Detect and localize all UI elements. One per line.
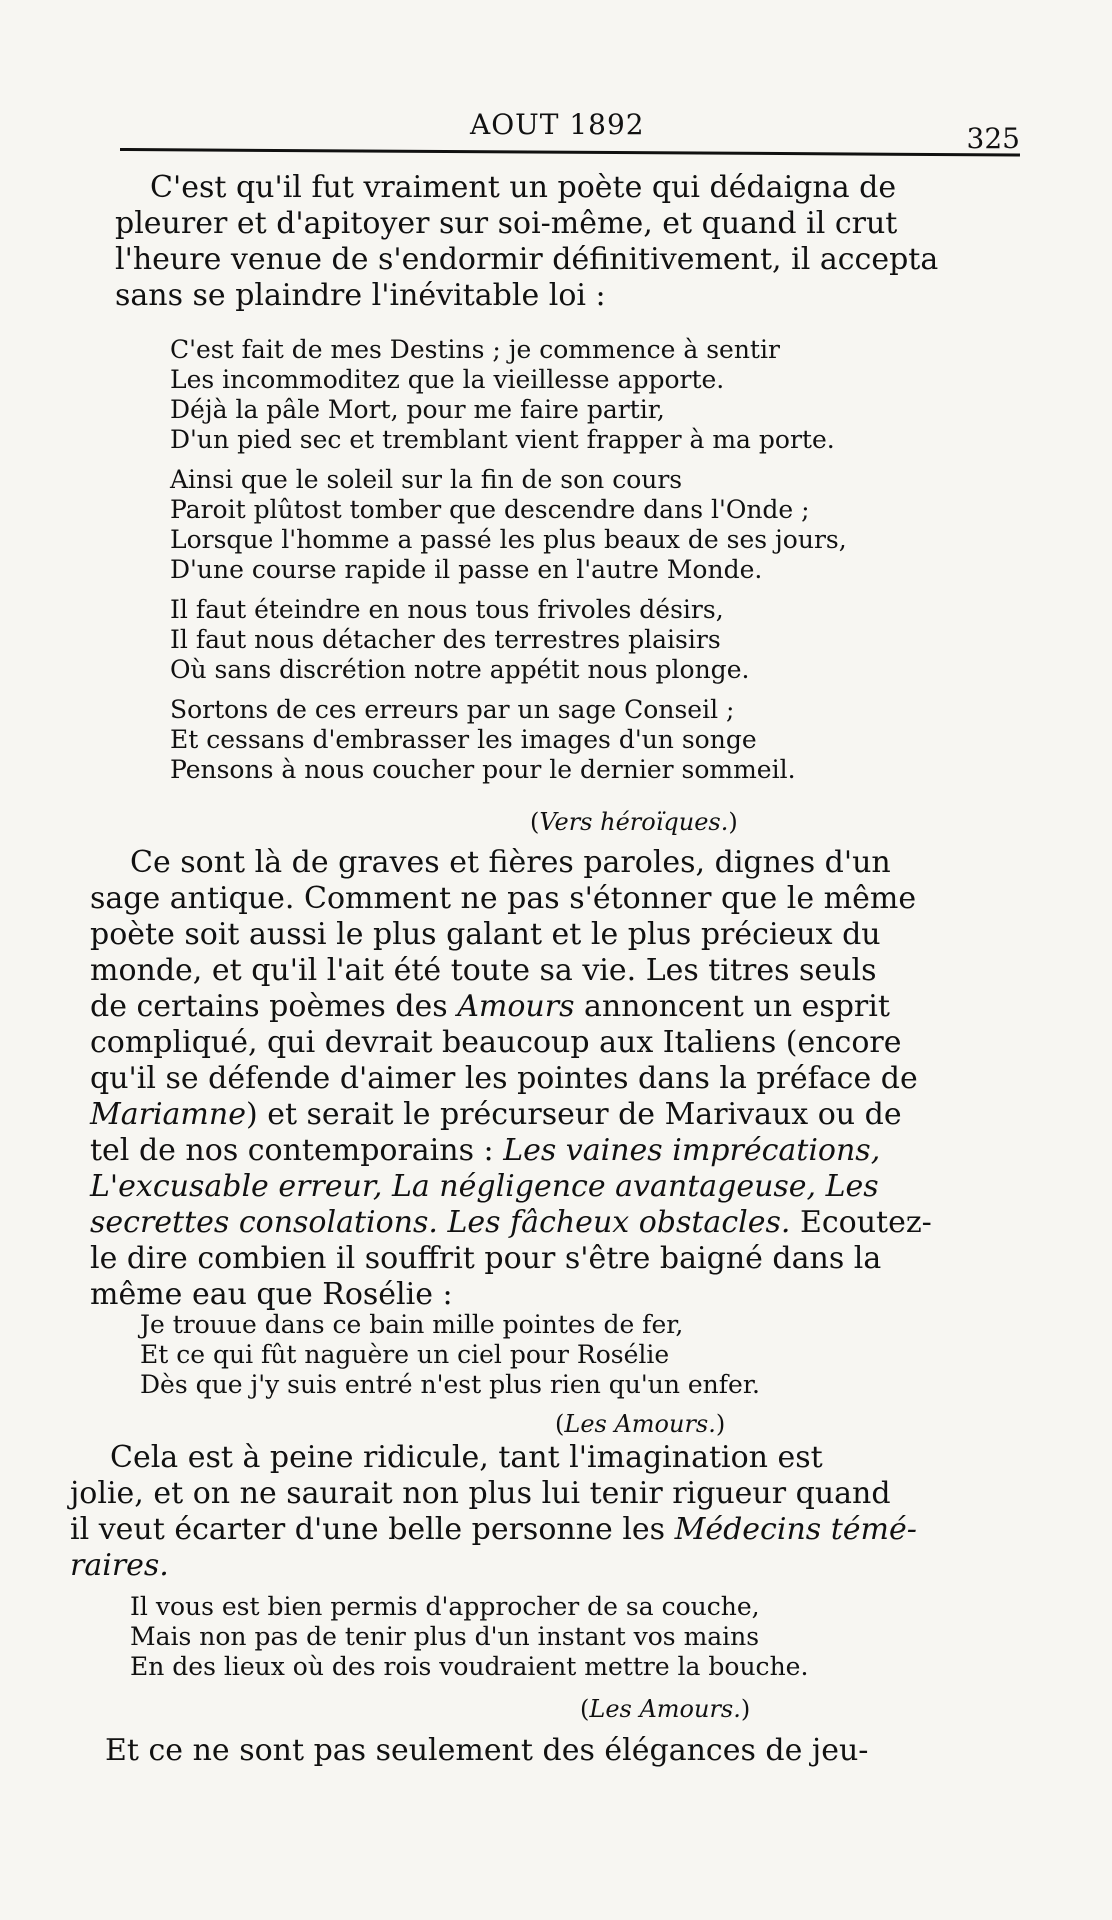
paragraph-4: Et ce ne sont pas seulement des élégances de jeu-	[105, 1733, 869, 1768]
verse-block-1	[170, 335, 847, 795]
paragraph-2	[90, 845, 990, 1313]
text-run: de certains poèmes des	[90, 989, 448, 1024]
text-run: annoncent un esprit	[584, 989, 890, 1024]
paragraph-line	[90, 1097, 990, 1133]
attribution-text: Vers héroïques.	[539, 808, 729, 836]
verse-line: Pensons à nous coucher pour le dernier sommeil.	[170, 755, 796, 784]
verse-line: C'est fait de mes Destins ; je commence à sentir	[170, 335, 780, 364]
verse-line: D'une course rapide il passe en l'autre Monde.	[170, 555, 763, 584]
attribution-2: (Les Amours.)	[555, 1410, 726, 1438]
paragraph-line	[90, 1205, 990, 1241]
paragraph-line: jolie, et on ne saurait non plus lui tenir rigueur quand	[70, 1476, 891, 1511]
italic-title: Médecins témé-	[674, 1512, 917, 1547]
attribution-1: (Vers héroïques.)	[530, 808, 738, 836]
verse-line: Où sans discrétion notre appétit nous plonge.	[170, 655, 750, 684]
text-run: il veut écarter d'une belle personne les	[70, 1512, 666, 1547]
paragraph-line: sans se plaindre l'inévitable loi :	[115, 278, 606, 313]
verse-line: Paroit plûtost tomber que descendre dans l'Onde ;	[170, 495, 810, 524]
paragraph-1	[115, 170, 1015, 314]
italic-title: L'excusable erreur, La négligence avantageuse, Les	[90, 1169, 879, 1204]
paragraph-line: Ce sont là de graves et fières paroles, dignes d'un	[130, 845, 891, 880]
verse-line: Je trouue dans ce bain mille pointes de fer,	[140, 1310, 684, 1339]
verse-block-2	[140, 1310, 760, 1400]
verse-line: Et ce qui fût naguère un ciel pour Rosélie	[140, 1340, 670, 1369]
text-run: Ecoutez-	[799, 1205, 932, 1240]
stanza	[170, 465, 847, 585]
running-header	[120, 100, 1020, 155]
verse-line: Sortons de ces erreurs par un sage Conseil ;	[170, 695, 735, 724]
text-run: tel de nos contemporains :	[90, 1133, 494, 1168]
text-run: ) et serait le précurseur de Marivaux ou de	[245, 1097, 902, 1132]
paragraph-line: monde, et qu'il l'ait été toute sa vie. Les titres seuls	[90, 953, 877, 988]
paragraph-line: C'est qu'il fut vraiment un poète qui dédaigna de	[150, 170, 897, 205]
italic-title: Mariamne	[90, 1097, 246, 1132]
paragraph-line: qu'il se défende d'aimer les pointes dans la préface de	[90, 1061, 918, 1096]
verse-line: Dès que j'y suis entré n'est plus rien qu'un enfer.	[140, 1370, 760, 1399]
verse-line: Il faut éteindre en nous tous frivoles désirs,	[170, 595, 724, 624]
paragraph-line: Cela est à peine ridicule, tant l'imagination est	[110, 1440, 823, 1475]
verse-line: Déjà la pâle Mort, pour me faire partir,	[170, 395, 665, 424]
paragraph-line: pleurer et d'apitoyer sur soi-même, et quand il crut	[115, 206, 898, 241]
italic-title: Amours	[457, 989, 575, 1024]
paragraph-line	[70, 1548, 980, 1584]
paragraph-line: sage antique. Comment ne pas s'étonner que le même	[90, 881, 917, 916]
attribution-text: Les Amours.	[564, 1410, 716, 1438]
italic-title: raires.	[70, 1548, 169, 1583]
verse-line: Et cessans d'embrasser les images d'un songe	[170, 725, 757, 754]
paragraph-line: poète soit aussi le plus galant et le plus précieux du	[90, 917, 881, 952]
verse-line: En des lieux où des rois voudraient mettre la bouche.	[130, 1652, 809, 1681]
verse-line: Il vous est bien permis d'approcher de sa couche,	[130, 1592, 760, 1621]
paragraph-line: le dire combien il souffrit pour s'être baigné dans la	[90, 1241, 882, 1276]
verse-line: Ainsi que le soleil sur la fin de son cours	[170, 465, 683, 494]
verse-line: D'un pied sec et tremblant vient frapper à ma porte.	[170, 425, 835, 454]
verse-line: Mais non pas de tenir plus d'un instant vos mains	[130, 1622, 760, 1651]
paragraph-line: même eau que Rosélie :	[90, 1277, 453, 1312]
attribution-text: Les Amours.	[589, 1695, 741, 1723]
stanza	[170, 695, 847, 785]
stanza	[170, 335, 847, 455]
paragraph-3	[70, 1440, 980, 1584]
attribution-3: (Les Amours.)	[580, 1695, 751, 1723]
paragraph-line	[90, 1133, 990, 1169]
verse-line: Lorsque l'homme a passé les plus beaux de ses jours,	[170, 525, 847, 554]
stanza	[170, 595, 847, 685]
paragraph-line	[70, 1512, 980, 1548]
header-title: AOUT 1892	[470, 108, 645, 141]
paragraph-line: l'heure venue de s'endormir définitivement, il accepta	[115, 242, 939, 277]
italic-title: secrettes consolations. Les fâcheux obstacles.	[90, 1205, 791, 1240]
paragraph-line	[90, 1169, 990, 1205]
italic-title: Les vaines imprécations,	[503, 1133, 881, 1168]
paragraph-line: compliqué, qui devrait beaucoup aux Italiens (encore	[90, 1025, 902, 1060]
verse-line: Les incommoditez que la vieillesse apporte.	[170, 365, 725, 394]
paragraph-line	[90, 989, 990, 1025]
page-number: 325	[966, 122, 1020, 155]
verse-line: Il faut nous détacher des terrestres plaisirs	[170, 625, 721, 654]
verse-block-3	[130, 1592, 808, 1682]
